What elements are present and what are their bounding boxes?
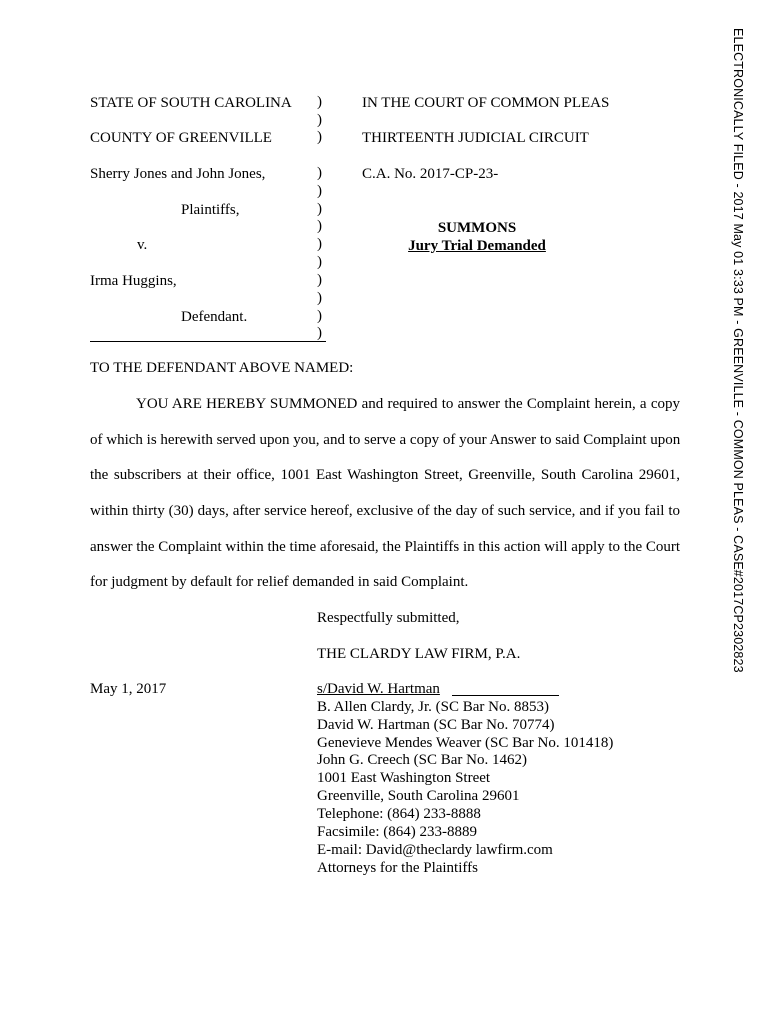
caption-rule	[90, 341, 326, 342]
body-line: answer the Complaint within the time aforesaid, the Plaintiffs in this action will apply to the Court	[90, 539, 681, 555]
paren: )	[317, 236, 322, 252]
caption-circuit: THIRTEENTH JUDICIAL CIRCUIT	[362, 130, 589, 146]
signature-block-line: B. Allen Clardy, Jr. (SC Bar No. 8853)	[317, 699, 549, 715]
signature-block-line: 1001 East Washington Street	[317, 770, 491, 786]
body-line: of which is herewith served upon you, and to serve a copy of your Answer to said Complaint upon	[90, 432, 681, 448]
firm-name: THE CLARDY LAW FIRM, P.A.	[317, 646, 521, 662]
caption-state: STATE OF SOUTH CAROLINA	[90, 95, 292, 111]
signature-block-line: Greenville, South Carolina 29601	[317, 788, 520, 804]
paren: )	[317, 94, 322, 110]
signature-date: May 1, 2017	[90, 681, 167, 697]
signature-block-line: David W. Hartman (SC Bar No. 70774)	[317, 717, 555, 733]
body-line: for judgment by default for relief demanded in said Complaint.	[90, 574, 469, 590]
signature-block-line: E-mail: David@theclardy lawfirm.com	[317, 842, 553, 858]
paren: )	[317, 272, 322, 288]
document-title: SUMMONS	[437, 220, 517, 236]
signature-block-line: John G. Creech (SC Bar No. 1462)	[317, 752, 527, 768]
paren: )	[317, 290, 322, 306]
paren: )	[317, 201, 322, 217]
body-line: YOU ARE HEREBY SUMMONED and required to answer the Complaint herein, a copy	[136, 396, 680, 412]
paren: )	[317, 112, 322, 128]
caption-defendant-role: Defendant.	[181, 309, 248, 325]
paren: )	[317, 254, 322, 270]
caption-defendant-name: Irma Huggins,	[90, 273, 177, 289]
signature-block-line: Attorneys for the Plaintiffs	[317, 860, 478, 876]
caption-county: COUNTY OF GREENVILLE	[90, 130, 272, 146]
signature-block-line: Genevieve Mendes Weaver (SC Bar No. 101418)	[317, 735, 614, 751]
body-line: the subscribers at their office, 1001 East Washington Street, Greenville, South Carolina 29601,	[90, 467, 680, 483]
caption-plaintiffs-names: Sherry Jones and John Jones,	[90, 166, 266, 182]
paren: )	[317, 325, 322, 341]
caption-case-number: C.A. No. 2017-CP-23-	[362, 166, 499, 182]
electronic-filing-stamp: ELECTRONICALLY FILED - 2017 May 01 3:33 PM - GREENVILLE - COMMON PLEAS - CASE#2017CP2302823	[731, 28, 745, 673]
paren: )	[317, 165, 322, 181]
respectfully-submitted: Respectfully submitted,	[317, 610, 460, 626]
jury-demand: Jury Trial Demanded	[408, 238, 546, 254]
paren: )	[317, 308, 322, 324]
signature-block-line: Telephone: (864) 233-8888	[317, 806, 481, 822]
paren: )	[317, 129, 322, 145]
body-line: within thirty (30) days, after service hereof, exclusive of the day of such service, and if you fail to	[90, 503, 680, 519]
caption-plaintiffs-role: Plaintiffs,	[181, 202, 240, 218]
electronic-signature: s/David W. Hartman	[317, 681, 440, 697]
caption-versus: v.	[137, 237, 148, 253]
signature-rule	[452, 695, 559, 696]
paren: )	[317, 218, 322, 234]
paren: )	[317, 183, 322, 199]
salutation: TO THE DEFENDANT ABOVE NAMED:	[90, 360, 354, 376]
signature-block-line: Facsimile: (864) 233-8889	[317, 824, 477, 840]
caption-court: IN THE COURT OF COMMON PLEAS	[362, 95, 610, 111]
